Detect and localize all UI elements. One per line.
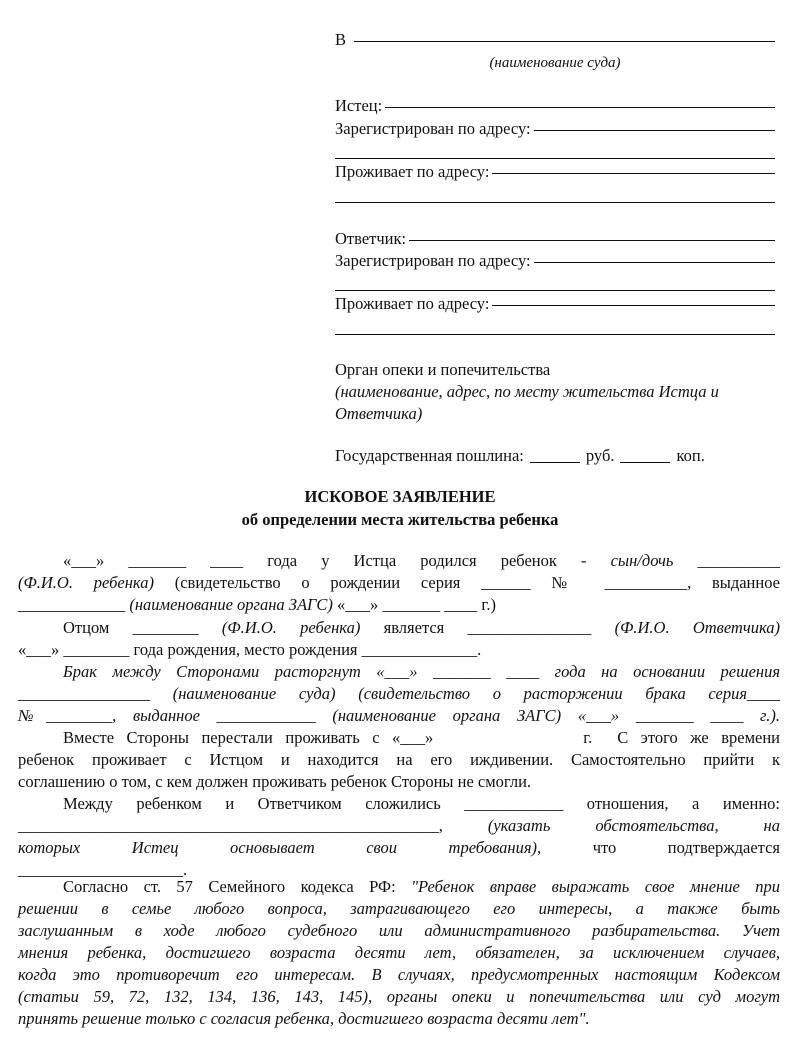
p5-line-1: Между ребенком и Ответчиком сложились ____________ отношения, а именно: <box>63 794 780 813</box>
p1-line-1 <box>18 551 780 571</box>
fee-rub-label: руб. <box>585 446 615 465</box>
p3-registry-note: (наименование органа ЗАГС) «___» _______ ____ г.). <box>332 706 781 725</box>
plaintiff-lives-line-2[interactable] <box>335 202 775 203</box>
plaintiff-registered-field[interactable] <box>534 129 775 131</box>
p2-line-2: «___» ________ года рождения, место рождения ______________. <box>18 640 482 659</box>
p1-child-name-note: (Ф.И.О. ребенка) <box>18 573 154 592</box>
p1-son-daughter: сын/дочь <box>610 551 674 570</box>
quote-line-2: решении в семье любого вопроса, затрагивающего его интересы, а также быть <box>18 899 780 918</box>
plaintiff-label: Истец: <box>335 96 383 115</box>
p4-line-2: ребенок проживает с Истцом и находится на его иждивении. Самостоятельно прийти к <box>18 750 780 769</box>
p2-line-1 <box>18 618 780 638</box>
defendant-lives-line-2[interactable] <box>335 334 775 335</box>
p3-line-2 <box>18 684 780 704</box>
defendant-registered-line-2[interactable] <box>335 290 775 291</box>
defendant-label: Ответчик: <box>335 229 407 248</box>
p1-line-2 <box>18 573 780 593</box>
p4-line-1: Вместе Стороны перестали проживать с «___» г. С этого же времени <box>63 728 780 747</box>
plaintiff-lives-label: Проживает по адресу: <box>335 162 490 181</box>
fee-rub-field[interactable] <box>530 450 580 463</box>
quote-line-7: принять решение только с согласия ребенка, достигшего возраста десяти лет". <box>18 1009 590 1028</box>
p1-registry-note: (наименование органа ЗАГС) <box>129 595 333 614</box>
court-name-field[interactable] <box>354 40 775 42</box>
quote-line-1 <box>18 877 780 897</box>
document-title: ИСКОВОЕ ЗАЯВЛЕНИЕ <box>304 487 496 506</box>
fee-kop-label: коп. <box>676 446 705 465</box>
p2-child-name-note: (Ф.И.О. ребенка) <box>221 618 361 637</box>
plaintiff-lives-field[interactable] <box>492 172 775 174</box>
quote-line-4: мнения ребенка, достигшего возраста десяти лет, обязателен, за исключением случаев, <box>18 943 780 962</box>
quote-line-6: (статьи 59, 72, 132, 134, 136, 143, 145), органы опеки и попечительства или суд могут <box>18 987 780 1006</box>
p5-circumstances-note: (указать обстоятельства, на <box>487 816 780 835</box>
guardianship-label: Орган опеки и попечительства <box>335 360 551 379</box>
p3-number-blank: №________, выданное ____________ <box>18 706 316 725</box>
p1-birth-text: «___» _______ ____ года у Истца родился ребенок - <box>63 551 587 570</box>
defendant-lives-field[interactable] <box>492 304 775 306</box>
plaintiff-registered-label: Зарегистрирован по адресу: <box>335 119 531 138</box>
p2-father-text: Отцом ________ <box>63 618 199 637</box>
quote-start: "Ребенок вправе выражать свое мнение при <box>411 877 780 896</box>
p3-line-3 <box>18 706 780 726</box>
p5-confirmed-text: что подтверждается <box>592 838 781 857</box>
defendant-lives-label: Проживает по адресу: <box>335 294 490 313</box>
p1-registry-blank: _____________ <box>18 595 126 614</box>
p4-line-3: соглашению о том, с кем должен проживать ребенок Стороны не смогли. <box>18 772 532 791</box>
court-caption: (наименование суда) <box>489 55 621 71</box>
p5-line-2 <box>18 816 780 836</box>
quote-intro: Согласно ст. 57 Семейного кодекса РФ: <box>63 877 396 896</box>
p3-line-1: Брак между Сторонами расторгнут «___» _______ ____ года на основании решения <box>63 662 780 681</box>
p1-blank: __________ <box>697 551 781 570</box>
defendant-registered-label: Зарегистрирован по адресу: <box>335 251 531 270</box>
fee-kop-field[interactable] <box>620 450 670 463</box>
plaintiff-lives-row <box>335 162 775 182</box>
plaintiff-registered-row <box>335 119 775 139</box>
p5-line-3 <box>18 838 780 858</box>
fee-row <box>335 446 775 466</box>
p3-divorce-note: (наименование суда) (свидетельство о расторжении брака серия____ <box>172 684 780 703</box>
p2-defendant-name-note: (Ф.И.О. Ответчика) <box>614 618 781 637</box>
quote-line-3: заслушанным в ходе любого судебного или административного разбирательства. Учет <box>18 921 780 940</box>
p5-line-4: ____________________. <box>18 860 188 879</box>
p2-is-text: является _______________ <box>383 618 592 637</box>
defendant-row <box>335 229 775 249</box>
p3-court-blank: ________________ <box>18 684 150 703</box>
defendant-registered-field[interactable] <box>534 261 775 263</box>
quote-line-5: когда это противоречит его интересам. В случаях, предусмотренных настоящим Кодексом <box>18 965 780 984</box>
plaintiff-row <box>335 96 775 116</box>
plaintiff-registered-line-2[interactable] <box>335 158 775 159</box>
p5-circumstances-blank: ___________________________________________________, <box>18 816 443 835</box>
court-row <box>335 30 775 50</box>
to-prefix: В <box>335 30 347 49</box>
fee-label: Государственная пошлина: <box>335 446 524 465</box>
guardianship-note-2: Ответчика) <box>335 404 423 423</box>
defendant-name-field[interactable] <box>409 239 775 241</box>
document-subtitle: об определении места жительства ребенка <box>241 510 559 529</box>
p1-date-blank: «___» _______ ____ г.) <box>337 595 496 614</box>
defendant-lives-row <box>335 294 775 314</box>
p5-claims-note: которых Истец основывает свои требования), <box>18 838 542 857</box>
guardianship-note-1: (наименование, адрес, по месту жительства Истца и <box>335 382 719 401</box>
p1-line-3 <box>18 595 780 615</box>
plaintiff-name-field[interactable] <box>385 106 775 108</box>
p1-certificate-text: (свидетельство о рождении серия ______ № __________, выданное <box>174 573 780 592</box>
defendant-registered-row <box>335 251 775 271</box>
